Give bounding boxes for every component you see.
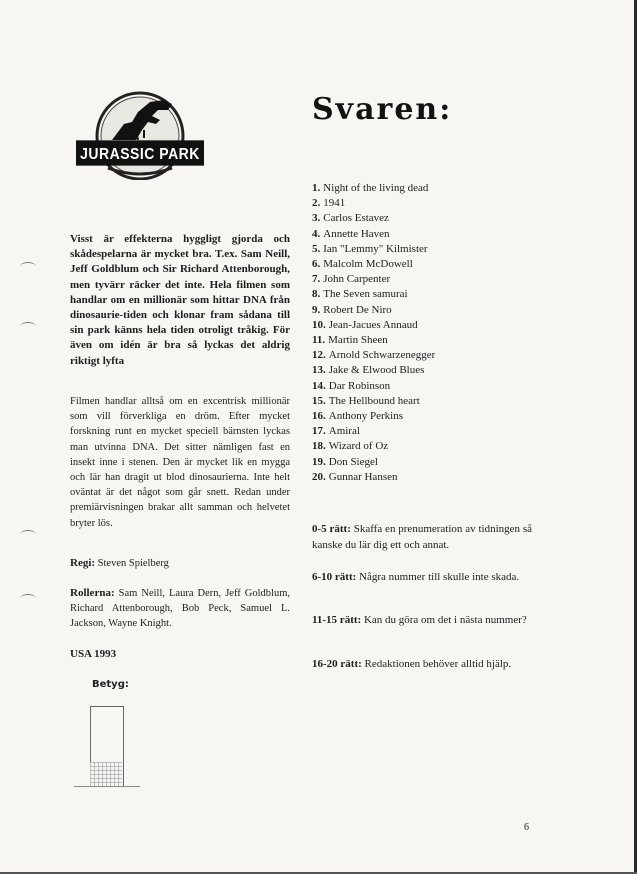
review-body: Filmen handlar alltså om en excentrisk millionär som vill förverkliga en dröm. Efter mycket forskning runt en mycket speciell bärnsten lyckas man utvinna DNA. Det sitter nämligen fast en insekt inne i stenen. Den är mycket lik en mygga och lär han dragit ut blod dinosaurierna. Inte helt oväntat är det något som går snett. Redan under premiärvisningen brakar allt samman och helvetet bryter lös. (70, 396, 290, 529)
answer-item: 7. John Carpenter (312, 273, 391, 286)
answers-heading: Svaren: (312, 92, 453, 127)
answer-item: 14. Dar Robinson (312, 379, 391, 392)
score-range: 6-10 rätt: Några nummer till skulle inte skada. (312, 571, 520, 583)
score-range: 0-5 rätt: Skaffa en prenumeration av tidningen så kanske du lär dig ett och annat. (312, 523, 533, 551)
cast-credit: Rollerna: Sam Neill, Laura Dern, Jeff Goldblum, Richard Attenborough, Bob Peck, Samuel L. Jackson, Wayne Knight. (70, 587, 290, 630)
answer-item: 5. Ian "Lemmy" Kilmister (312, 242, 428, 255)
answer-item: 2. 1941 (312, 197, 346, 210)
answer-item: 17. Amiral (312, 425, 360, 438)
answer-item: 19. Don Siegel (312, 455, 378, 468)
answer-item: 1. Night of the living dead (312, 182, 429, 194)
score-range: 11-15 rätt: Kan du göra om det i nästa nummer? (312, 614, 527, 626)
score-range: 16-20 rätt: Redaktionen behöver alltid hjälp. (312, 658, 512, 670)
answers-list (312, 181, 542, 485)
answer-item: 3. Carlos Estavez (312, 212, 389, 225)
answer-item: 6. Malcolm McDowell (312, 258, 413, 271)
punch-hole-mark (20, 530, 36, 539)
punch-hole-mark (20, 594, 36, 603)
dinosaur-skeleton-icon (72, 88, 208, 180)
answer-item: 4. Annette Haven (312, 227, 390, 240)
answer-item: 16. Anthony Perkins (312, 410, 403, 423)
rating-label: Betyg: (92, 679, 129, 690)
review-intro: Visst är effekterna hyggligt gjorda och skådespelarna är mycket bra. T.ex. Sam Neill, Jeff Goldblum och Sir Richard Attenborough, men tyvärr räcker det inte. Hela filmen som handlar om en millionär som hittar DNA från dinosaurie-tiden och klonar fram sådana till sin park känns hela tiden otroligt tråkig. För även om idén är bra så lyckas det aldrig riktigt lyfta (70, 233, 290, 367)
rating-baseline (74, 786, 140, 787)
director-credit: Regi: Steven Spielberg (70, 557, 169, 569)
logo-title: JURASSIC PARK (76, 140, 204, 165)
answer-item: 11. Martin Sheen (312, 334, 388, 347)
answer-item: 9. Robert De Niro (312, 303, 392, 316)
jurassic-park-logo (72, 88, 208, 180)
rating-meter-fill (90, 762, 122, 786)
page-number: 6 (524, 822, 529, 833)
answer-item: 20. Gunnar Hansen (312, 470, 398, 483)
punch-hole-mark (20, 262, 36, 271)
answer-item: 15. The Hellbound heart (312, 394, 420, 407)
answer-item: 8. The Seven samurai (312, 288, 408, 301)
answer-item: 12. Arnold Schwarzenegger (312, 349, 436, 362)
country-year: USA 1993 (70, 648, 117, 660)
answer-item: 13. Jake & Elwood Blues (312, 364, 425, 377)
answer-item: 18. Wizard of Oz (312, 440, 389, 453)
answer-item: 10. Jean-Jacues Annaud (312, 318, 418, 331)
punch-hole-mark (20, 322, 36, 331)
